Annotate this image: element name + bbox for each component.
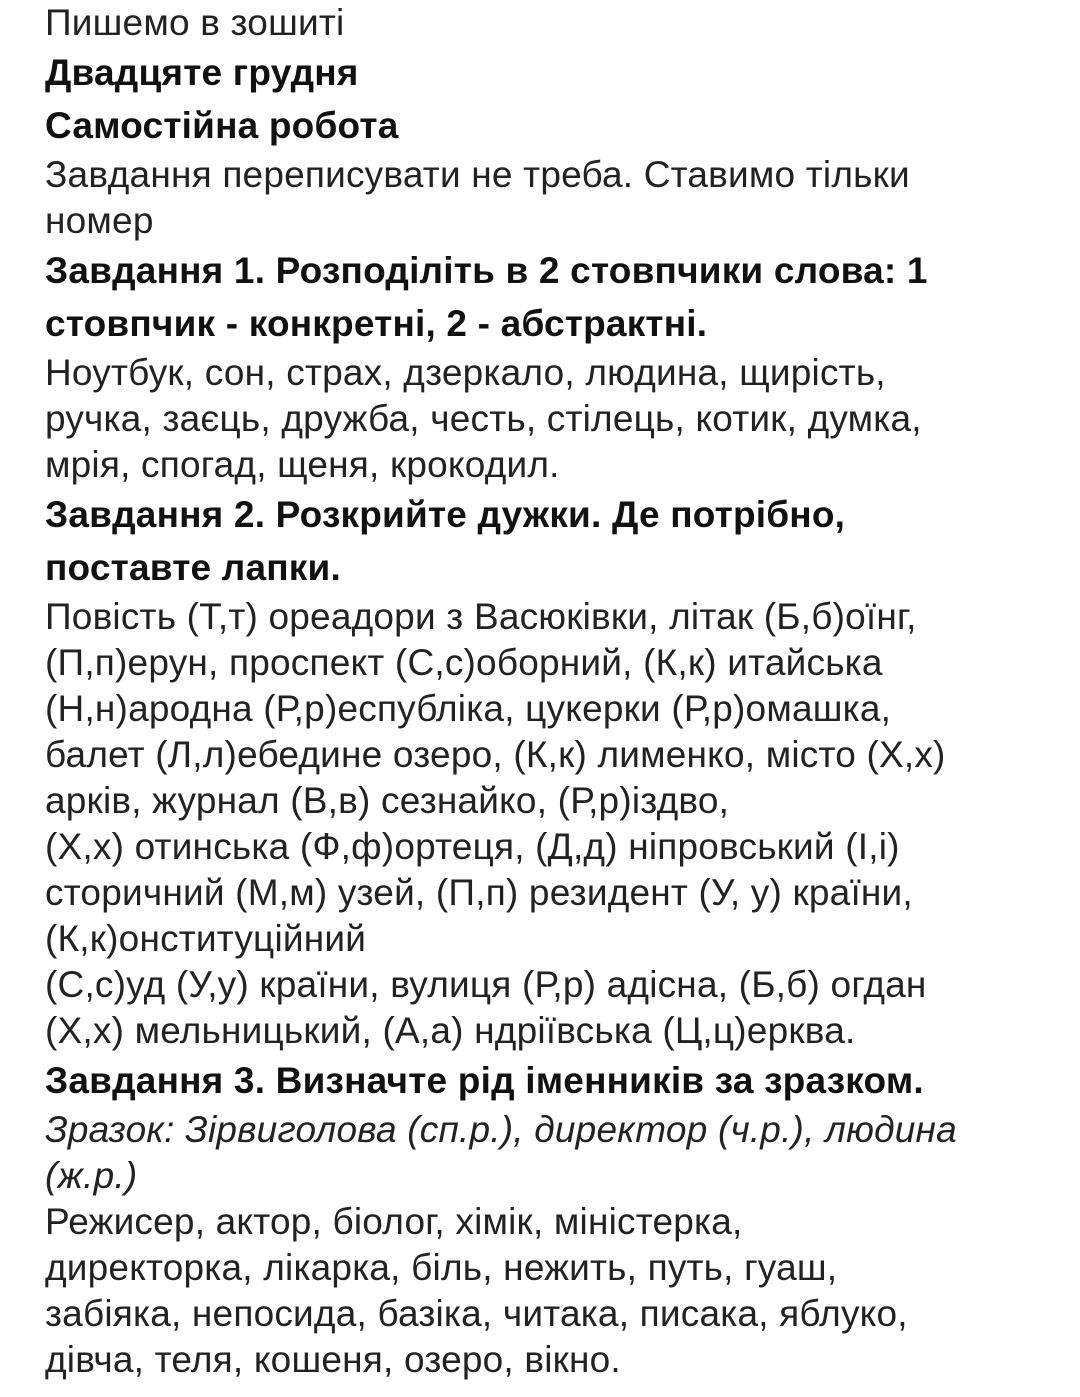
note-line: номер bbox=[45, 200, 154, 241]
task3-heading: Завдання 3. Визначте рід іменників за зразком. bbox=[45, 1060, 924, 1101]
task3-example: (ж.р.) bbox=[45, 1155, 138, 1196]
task3-example: Зразок: Зірвиголова (сп.р.), директор (ч.р.), людина bbox=[45, 1109, 957, 1150]
task1-text: мрія, спогад, щеня, крокодил. bbox=[45, 444, 560, 485]
task2-text: (К,к)онституційний bbox=[45, 918, 367, 959]
task2-text: сторичний (М,м) узей, (П,п) резидент (У, у) країни, bbox=[45, 872, 913, 913]
task3-text: Режисер, актор, біолог, хімік, міністерка, bbox=[45, 1201, 743, 1242]
task3-text: забіяка, непосида, базіка, читака, писака, яблуко, bbox=[45, 1293, 908, 1334]
task1-text: Ноутбук, сон, страх, дзеркало, людина, щирість, bbox=[45, 352, 886, 393]
task2-heading: Завдання 2. Розкрийте дужки. Де потрібно, bbox=[45, 494, 846, 535]
task2-text: арків, журнал (В,в) сезнайко, (Р,р)іздво, bbox=[45, 780, 730, 821]
date-heading: Двадцяте грудня bbox=[45, 52, 359, 93]
task1-heading: стовпчик - конкретні, 2 - абстрактні. bbox=[45, 303, 708, 344]
task2-text: балет (Л,л)ебедине озеро, (К,к) лименко, місто (Х,х) bbox=[45, 734, 946, 775]
document bbox=[45, 0, 1070, 1383]
task3-text: директорка, лікарка, біль, нежить, путь, гуаш, bbox=[45, 1247, 838, 1288]
task3-text: дівча, теля, кошеня, озеро, вікно. bbox=[45, 1339, 621, 1380]
task1-text: ручка, заєць, дружба, честь, стілець, котик, думка, bbox=[45, 398, 922, 439]
note-line: Завдання переписувати не треба. Ставимо тільки bbox=[45, 154, 910, 195]
title-heading: Самостійна робота bbox=[45, 105, 399, 146]
task2-text: (Н,н)ародна (Р,р)еспубліка, цукерки (Р,р)омашка, bbox=[45, 688, 892, 729]
task2-text: (С,с)уд (У,у) країни, вулиця (Р,р) адісна, (Б,б) огдан bbox=[45, 964, 927, 1005]
task2-text: (Х,х) отинська (Ф,ф)ортеця, (Д,д) ніпровський (І,і) bbox=[45, 826, 900, 867]
task2-text: Повість (Т,т) ореадори з Васюківки, літак (Б,б)оїнг, bbox=[45, 596, 917, 637]
task2-text: (Х,х) мельницький, (А,а) ндріївська (Ц,ц)ерква. bbox=[45, 1010, 856, 1051]
task1-heading: Завдання 1. Розподіліть в 2 стовпчики слова: 1 bbox=[45, 250, 928, 291]
intro-line: Пишемо в зошиті bbox=[45, 2, 345, 43]
task2-heading: поставте лапки. bbox=[45, 547, 341, 588]
task2-text: (П,п)ерун, проспект (С,с)оборний, (К,к) итайська bbox=[45, 642, 883, 683]
